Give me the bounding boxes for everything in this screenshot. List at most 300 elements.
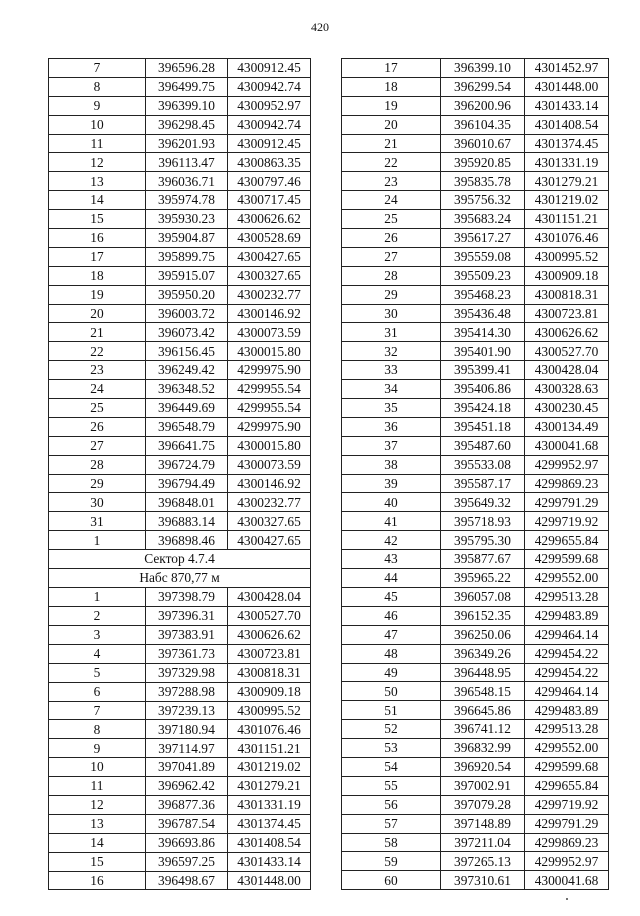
table-row <box>49 852 311 871</box>
point-number: 13 <box>49 172 146 191</box>
table-row <box>342 380 609 399</box>
point-number: 25 <box>49 399 146 418</box>
point-number: 27 <box>49 436 146 455</box>
point-number: 53 <box>342 739 441 758</box>
x-coordinate: 397265.13 <box>441 852 525 871</box>
table-row <box>49 833 311 852</box>
point-number: 26 <box>342 229 441 248</box>
y-coordinate: 4300797.46 <box>228 172 311 191</box>
point-number: 11 <box>49 134 146 153</box>
y-coordinate: 4300073.59 <box>228 323 311 342</box>
x-coordinate: 395399.41 <box>441 361 525 380</box>
x-coordinate: 395756.32 <box>441 191 525 210</box>
point-number: 9 <box>49 96 146 115</box>
table-row <box>342 323 609 342</box>
x-coordinate: 396693.86 <box>146 833 228 852</box>
x-coordinate: 397383.91 <box>146 625 228 644</box>
table-row <box>342 776 609 795</box>
x-coordinate: 396003.72 <box>146 304 228 323</box>
point-number: 38 <box>342 455 441 474</box>
table-row <box>342 304 609 323</box>
x-coordinate: 396794.49 <box>146 474 228 493</box>
table-row <box>49 758 311 777</box>
y-coordinate: 4300015.80 <box>228 342 311 361</box>
point-number: 30 <box>49 493 146 512</box>
y-coordinate: 4300146.92 <box>228 474 311 493</box>
point-number: 20 <box>342 115 441 134</box>
sector-subtitle: Набс 870,77 м <box>49 569 311 588</box>
table-row <box>342 436 609 455</box>
point-number: 26 <box>49 417 146 436</box>
y-coordinate: 4300723.81 <box>228 644 311 663</box>
x-coordinate: 396877.36 <box>146 795 228 814</box>
left-coordinates-table <box>48 58 311 890</box>
point-number: 41 <box>342 512 441 531</box>
point-number: 59 <box>342 852 441 871</box>
table-row <box>342 342 609 361</box>
y-coordinate: 4300818.31 <box>228 663 311 682</box>
table-row <box>49 77 311 96</box>
y-coordinate: 4300626.62 <box>525 323 609 342</box>
point-number: 25 <box>342 210 441 229</box>
y-coordinate: 4300428.04 <box>525 361 609 380</box>
point-number: 27 <box>342 247 441 266</box>
x-coordinate: 396449.69 <box>146 399 228 418</box>
point-number: 60 <box>342 871 441 890</box>
y-coordinate: 4300428.04 <box>228 588 311 607</box>
table-row <box>342 814 609 833</box>
x-coordinate: 396200.96 <box>441 96 525 115</box>
y-coordinate: 4299552.00 <box>525 739 609 758</box>
table-row <box>49 96 311 115</box>
x-coordinate: 395965.22 <box>441 569 525 588</box>
table-row <box>342 795 609 814</box>
table-row <box>49 607 311 626</box>
x-coordinate: 395920.85 <box>441 153 525 172</box>
table-row <box>49 247 311 266</box>
y-coordinate: 4300328.63 <box>525 380 609 399</box>
point-number: 6 <box>49 682 146 701</box>
x-coordinate: 395683.24 <box>441 210 525 229</box>
point-number: 28 <box>49 455 146 474</box>
y-coordinate: 4299869.23 <box>525 833 609 852</box>
x-coordinate: 395899.75 <box>146 247 228 266</box>
table-row <box>342 247 609 266</box>
x-coordinate: 395649.32 <box>441 493 525 512</box>
point-number: 50 <box>342 682 441 701</box>
point-number: 3 <box>49 625 146 644</box>
point-number: 33 <box>342 361 441 380</box>
x-coordinate: 397211.04 <box>441 833 525 852</box>
table-row <box>49 323 311 342</box>
y-coordinate: 4301219.02 <box>228 758 311 777</box>
table-row <box>342 625 609 644</box>
point-number: 16 <box>49 229 146 248</box>
table-row <box>342 852 609 871</box>
x-coordinate: 396399.10 <box>146 96 228 115</box>
y-coordinate: 4300912.45 <box>228 134 311 153</box>
point-number: 57 <box>342 814 441 833</box>
y-coordinate: 4300909.18 <box>228 682 311 701</box>
y-coordinate: 4299513.28 <box>525 720 609 739</box>
x-coordinate: 397398.79 <box>146 588 228 607</box>
y-coordinate: 4301279.21 <box>525 172 609 191</box>
x-coordinate: 395915.07 <box>146 266 228 285</box>
y-coordinate: 4301219.02 <box>525 191 609 210</box>
point-number: 39 <box>342 474 441 493</box>
x-coordinate: 396104.35 <box>441 115 525 134</box>
table-row <box>49 474 311 493</box>
x-coordinate: 396724.79 <box>146 455 228 474</box>
x-coordinate: 395451.18 <box>441 417 525 436</box>
x-coordinate: 395559.08 <box>441 247 525 266</box>
point-number: 55 <box>342 776 441 795</box>
y-coordinate: 4300041.68 <box>525 871 609 890</box>
table-row <box>342 493 609 512</box>
x-coordinate: 395877.67 <box>441 550 525 569</box>
x-coordinate: 395617.27 <box>441 229 525 248</box>
y-coordinate: 4301452.97 <box>525 59 609 78</box>
x-coordinate: 397114.97 <box>146 739 228 758</box>
y-coordinate: 4299955.54 <box>228 399 311 418</box>
y-coordinate: 4300134.49 <box>525 417 609 436</box>
table-row <box>49 59 311 78</box>
point-number: 2 <box>49 607 146 626</box>
table-row <box>49 531 311 550</box>
table-row <box>342 833 609 852</box>
table-row <box>49 134 311 153</box>
y-coordinate: 4301448.00 <box>228 871 311 890</box>
point-number: 29 <box>49 474 146 493</box>
point-number: 21 <box>49 323 146 342</box>
y-coordinate: 4299975.90 <box>228 361 311 380</box>
point-number: 32 <box>342 342 441 361</box>
x-coordinate: 396348.52 <box>146 380 228 399</box>
x-coordinate: 395424.18 <box>441 399 525 418</box>
x-coordinate: 396548.15 <box>441 682 525 701</box>
table-row <box>342 59 609 78</box>
y-coordinate: 4301433.14 <box>525 96 609 115</box>
table-row <box>49 417 311 436</box>
y-coordinate: 4301279.21 <box>228 777 311 796</box>
point-number: 16 <box>49 871 146 890</box>
x-coordinate: 396349.26 <box>441 644 525 663</box>
table-row <box>342 663 609 682</box>
table-row <box>49 739 311 758</box>
x-coordinate: 396641.75 <box>146 436 228 455</box>
y-coordinate: 4300327.65 <box>228 512 311 531</box>
table-row <box>49 512 311 531</box>
table-row <box>49 795 311 814</box>
x-coordinate: 397180.94 <box>146 720 228 739</box>
x-coordinate: 395587.17 <box>441 474 525 493</box>
point-number: 31 <box>49 512 146 531</box>
table-row <box>49 342 311 361</box>
table-row <box>342 210 609 229</box>
y-coordinate: 4301331.19 <box>525 153 609 172</box>
table-row <box>49 871 311 890</box>
x-coordinate: 395904.87 <box>146 229 228 248</box>
x-coordinate: 396010.67 <box>441 134 525 153</box>
y-coordinate: 4300073.59 <box>228 455 311 474</box>
y-coordinate: 4299655.84 <box>525 531 609 550</box>
y-coordinate: 4300427.65 <box>228 531 311 550</box>
table-row <box>49 777 311 796</box>
x-coordinate: 395718.93 <box>441 512 525 531</box>
table-row <box>342 191 609 210</box>
y-coordinate: 4299552.00 <box>525 569 609 588</box>
table-row <box>49 814 311 833</box>
point-number: 35 <box>342 399 441 418</box>
point-number: 20 <box>49 304 146 323</box>
x-coordinate: 396201.93 <box>146 134 228 153</box>
x-coordinate: 396057.08 <box>441 587 525 606</box>
table-row <box>342 550 609 569</box>
x-coordinate: 396249.42 <box>146 361 228 380</box>
x-coordinate: 397361.73 <box>146 644 228 663</box>
point-number: 14 <box>49 833 146 852</box>
point-number: 10 <box>49 115 146 134</box>
y-coordinate: 4300527.70 <box>228 607 311 626</box>
point-number: 5 <box>49 663 146 682</box>
table-row <box>342 361 609 380</box>
table-row <box>342 115 609 134</box>
table-row <box>49 720 311 739</box>
point-number: 28 <box>342 266 441 285</box>
table-row <box>342 153 609 172</box>
y-coordinate: 4299719.92 <box>525 512 609 531</box>
point-number: 11 <box>49 777 146 796</box>
y-coordinate: 4299869.23 <box>525 474 609 493</box>
table-row <box>49 436 311 455</box>
x-coordinate: 395835.78 <box>441 172 525 191</box>
x-coordinate: 396848.01 <box>146 493 228 512</box>
y-coordinate: 4300995.52 <box>525 247 609 266</box>
y-coordinate: 4301374.45 <box>228 814 311 833</box>
table-row <box>342 266 609 285</box>
point-number: 8 <box>49 77 146 96</box>
y-coordinate: 4299791.29 <box>525 493 609 512</box>
point-number: 22 <box>49 342 146 361</box>
y-coordinate: 4301151.21 <box>525 210 609 229</box>
table-row <box>49 455 311 474</box>
point-number: 13 <box>49 814 146 833</box>
y-coordinate: 4300912.45 <box>228 59 311 78</box>
y-coordinate: 4300527.70 <box>525 342 609 361</box>
point-number: 24 <box>49 380 146 399</box>
table-row <box>49 285 311 304</box>
table-row <box>342 96 609 115</box>
y-coordinate: 4299464.14 <box>525 682 609 701</box>
y-coordinate: 4300723.81 <box>525 304 609 323</box>
table-row <box>342 569 609 588</box>
y-coordinate: 4299719.92 <box>525 795 609 814</box>
point-number: 34 <box>342 380 441 399</box>
point-number: 29 <box>342 285 441 304</box>
x-coordinate: 396962.42 <box>146 777 228 796</box>
table-row <box>49 701 311 720</box>
x-coordinate: 395468.23 <box>441 285 525 304</box>
point-number: 7 <box>49 59 146 78</box>
point-number: 18 <box>49 266 146 285</box>
page-number: 420 <box>311 20 329 34</box>
table-row <box>49 644 311 663</box>
point-number: 58 <box>342 833 441 852</box>
y-coordinate: 4300942.74 <box>228 77 311 96</box>
table-row <box>342 531 609 550</box>
x-coordinate: 397329.98 <box>146 663 228 682</box>
x-coordinate: 396250.06 <box>441 625 525 644</box>
table-row <box>49 493 311 512</box>
table-row <box>342 134 609 153</box>
x-coordinate: 396898.46 <box>146 531 228 550</box>
table-row <box>342 229 609 248</box>
point-number: 9 <box>49 739 146 758</box>
point-number: 44 <box>342 569 441 588</box>
table-row <box>49 361 311 380</box>
table-row <box>342 682 609 701</box>
x-coordinate: 395509.23 <box>441 266 525 285</box>
y-coordinate: 4301374.45 <box>525 134 609 153</box>
x-coordinate: 397396.31 <box>146 607 228 626</box>
y-coordinate: 4299599.68 <box>525 550 609 569</box>
point-number: 18 <box>342 77 441 96</box>
table-row <box>342 701 609 720</box>
y-coordinate: 4301408.54 <box>525 115 609 134</box>
right-table-body <box>342 59 609 890</box>
x-coordinate: 397239.13 <box>146 701 228 720</box>
x-coordinate: 397041.89 <box>146 758 228 777</box>
point-number: 52 <box>342 720 441 739</box>
point-number: 36 <box>342 417 441 436</box>
y-coordinate: 4300626.62 <box>228 625 311 644</box>
y-coordinate: 4300717.45 <box>228 191 311 210</box>
y-coordinate: 4300909.18 <box>525 266 609 285</box>
y-coordinate: 4299655.84 <box>525 776 609 795</box>
y-coordinate: 4300942.74 <box>228 115 311 134</box>
x-coordinate: 396787.54 <box>146 814 228 833</box>
point-number: 22 <box>342 153 441 172</box>
x-coordinate: 397310.61 <box>441 871 525 890</box>
point-number: 46 <box>342 606 441 625</box>
x-coordinate: 396920.54 <box>441 757 525 776</box>
y-coordinate: 4300146.92 <box>228 304 311 323</box>
y-coordinate: 4301076.46 <box>525 229 609 248</box>
y-coordinate: 4299454.22 <box>525 663 609 682</box>
x-coordinate: 396399.10 <box>441 59 525 78</box>
table-row <box>49 266 311 285</box>
point-number: 24 <box>342 191 441 210</box>
x-coordinate: 396156.45 <box>146 342 228 361</box>
point-number: 42 <box>342 531 441 550</box>
y-coordinate: 4299791.29 <box>525 814 609 833</box>
x-coordinate: 396298.45 <box>146 115 228 134</box>
table-row <box>342 474 609 493</box>
left-table-body-upper <box>49 59 311 550</box>
sector-subtitle-row <box>49 569 311 588</box>
point-number: 15 <box>49 852 146 871</box>
y-coordinate: 4299454.22 <box>525 644 609 663</box>
point-number: 45 <box>342 587 441 606</box>
x-coordinate: 397148.89 <box>441 814 525 833</box>
y-coordinate: 4300015.80 <box>228 436 311 455</box>
x-coordinate: 395533.08 <box>441 455 525 474</box>
x-coordinate: 395487.60 <box>441 436 525 455</box>
x-coordinate: 396596.28 <box>146 59 228 78</box>
y-coordinate: 4299513.28 <box>525 587 609 606</box>
table-row <box>342 512 609 531</box>
y-coordinate: 4300230.45 <box>525 399 609 418</box>
point-number: 23 <box>49 361 146 380</box>
table-row <box>342 77 609 96</box>
x-coordinate: 395401.90 <box>441 342 525 361</box>
x-coordinate: 396073.42 <box>146 323 228 342</box>
point-number: 7 <box>49 701 146 720</box>
table-row <box>49 304 311 323</box>
y-coordinate: 4300427.65 <box>228 247 311 266</box>
x-coordinate: 396299.54 <box>441 77 525 96</box>
y-coordinate: 4300327.65 <box>228 266 311 285</box>
x-coordinate: 396741.12 <box>441 720 525 739</box>
point-number: 1 <box>49 588 146 607</box>
table-row <box>342 399 609 418</box>
table-row <box>342 587 609 606</box>
right-coordinates-table <box>341 58 609 890</box>
sector-title: Сектор 4.7.4 <box>49 550 311 569</box>
point-number: 4 <box>49 644 146 663</box>
point-number: 37 <box>342 436 441 455</box>
point-number: 12 <box>49 795 146 814</box>
table-row <box>49 191 311 210</box>
table-row <box>49 588 311 607</box>
table-row <box>49 625 311 644</box>
point-number: 47 <box>342 625 441 644</box>
y-coordinate: 4300232.77 <box>228 285 311 304</box>
point-number: 31 <box>342 323 441 342</box>
y-coordinate: 4299952.97 <box>525 852 609 871</box>
y-coordinate: 4299483.89 <box>525 701 609 720</box>
table-row <box>342 720 609 739</box>
point-number: 15 <box>49 210 146 229</box>
x-coordinate: 396036.71 <box>146 172 228 191</box>
y-coordinate: 4301408.54 <box>228 833 311 852</box>
point-number: 12 <box>49 153 146 172</box>
point-number: 54 <box>342 757 441 776</box>
x-coordinate: 396645.86 <box>441 701 525 720</box>
table-row <box>342 739 609 758</box>
point-number: 51 <box>342 701 441 720</box>
x-coordinate: 396597.25 <box>146 852 228 871</box>
y-coordinate: 4299483.89 <box>525 606 609 625</box>
y-coordinate: 4300528.69 <box>228 229 311 248</box>
table-row <box>342 455 609 474</box>
point-number: 40 <box>342 493 441 512</box>
x-coordinate: 396152.35 <box>441 606 525 625</box>
point-number: 8 <box>49 720 146 739</box>
sector-header <box>49 550 311 588</box>
x-coordinate: 396448.95 <box>441 663 525 682</box>
x-coordinate: 396113.47 <box>146 153 228 172</box>
table-row <box>49 153 311 172</box>
y-coordinate: 4299952.97 <box>525 455 609 474</box>
point-number: 14 <box>49 191 146 210</box>
x-coordinate: 395930.23 <box>146 210 228 229</box>
left-table-body-lower <box>49 588 311 890</box>
x-coordinate: 395950.20 <box>146 285 228 304</box>
y-coordinate: 4300995.52 <box>228 701 311 720</box>
table-row <box>342 285 609 304</box>
table-row <box>342 757 609 776</box>
